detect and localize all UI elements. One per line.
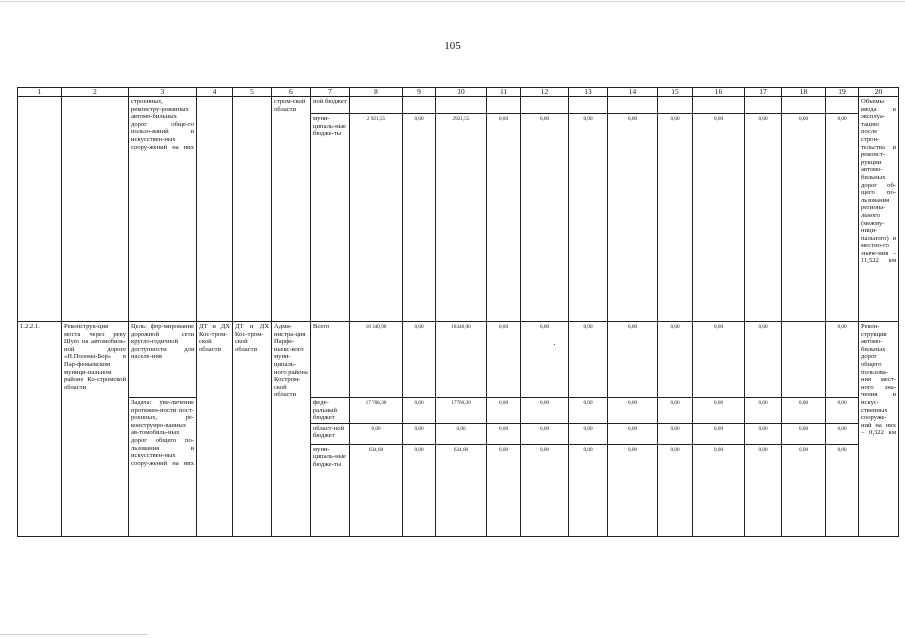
value-cell: 0,00 — [608, 114, 658, 322]
item-name: Реконструк-ция моста через реку Шую на автомобиль-ной дороге «Н.Полома-Бор» в Пар-феньевском муници-пальном районе Ко-стромской области — [62, 322, 129, 537]
scan-speck — [554, 344, 555, 345]
value-cell: 0,00 — [782, 114, 826, 322]
value-cell: 0,00 — [745, 398, 782, 424]
value-cell: 0,00 — [569, 444, 608, 536]
col-number: 13 — [569, 88, 608, 97]
value-cell: 0,00 — [521, 114, 569, 322]
cont-cell-5 — [233, 97, 272, 322]
budget-label: Всего — [311, 322, 350, 398]
cont-cell-1 — [18, 97, 62, 322]
value-cell: 0,00 — [745, 423, 782, 444]
col-number: 16 — [693, 88, 745, 97]
value-cell: 0,00 — [826, 444, 859, 536]
value-cell: 0,00 — [569, 114, 608, 322]
empty-cell — [521, 97, 569, 114]
value-cell: 0,00 — [658, 423, 693, 444]
value-cell: 0,00 — [436, 423, 487, 444]
value-cell: 0,00 — [487, 423, 521, 444]
col-number: 15 — [658, 88, 693, 97]
empty-cell — [350, 97, 403, 114]
continuation-row-top — [18, 97, 899, 114]
empty-cell — [608, 97, 658, 114]
value-cell: 2 921,55 — [350, 114, 403, 322]
value-cell: 0,00 — [693, 444, 745, 536]
value-cell: 0,00 — [693, 423, 745, 444]
col-number: 7 — [311, 88, 350, 97]
value-cell: 0,00 — [487, 114, 521, 322]
item-coordinator: ДТ и ДХ Кос-тром-ской области — [233, 322, 272, 537]
value-cell: 0,00 — [658, 444, 693, 536]
value-cell: 0,00 — [608, 322, 658, 398]
col-number: 6 — [272, 88, 311, 97]
value-cell: 2921,55 — [436, 114, 487, 322]
value-cell: 0,00 — [826, 114, 859, 322]
value-cell: 0,00 — [782, 423, 826, 444]
value-cell: 0,00 — [521, 444, 569, 536]
col-number: 19 — [826, 88, 859, 97]
value-cell: 0,00 — [487, 322, 521, 398]
page-number: 105 — [444, 40, 461, 52]
value-cell — [782, 322, 826, 398]
value-cell: 0,00 — [487, 444, 521, 536]
value-cell: 0,00 — [782, 444, 826, 536]
value-cell: 0,00 — [658, 398, 693, 424]
value-cell: 0,00 — [608, 423, 658, 444]
item-executor: Адми-нистра-ция Парфе-ньевс-кого муни-ципаль-ного района Костром-ской области — [272, 322, 311, 537]
value-cell: 0,00 — [403, 444, 436, 536]
value-cell: 18340,90 — [436, 322, 487, 398]
value-cell: 0,00 — [403, 322, 436, 398]
value-cell: 0,00 — [745, 114, 782, 322]
col-number: 12 — [521, 88, 569, 97]
col-number: 14 — [608, 88, 658, 97]
value-cell: 634,60 — [436, 444, 487, 536]
cont-budget-top: ной бюджет — [311, 97, 350, 114]
cont-result-text: Объемы ввода в эксплуа-тацию после строи-тельства и реконст-рукции автомо-бильных дорог об-щего по-льзования регионa-льного (межму-ници-пального) и местно-го значе-ния – 11,522 км — [859, 97, 899, 322]
cont-object-text: строенных, реконстру-рованных автомо-бильных дорог обще-го пользо-ваний и искусствен-ных соору-жений на них — [129, 97, 197, 322]
budget-table — [17, 87, 899, 537]
value-cell: 0,00 — [403, 423, 436, 444]
value-cell: 0,00 — [745, 322, 782, 398]
value-cell: 0,00 — [521, 423, 569, 444]
col-number: 4 — [197, 88, 233, 97]
value-cell: 0,00 — [608, 444, 658, 536]
item-goal: Цель: фор-мирование дорожной сети кругло-годичной доступности для населе-ния — [129, 322, 197, 398]
col-number: 20 — [859, 88, 899, 97]
value-cell: 634,60 — [350, 444, 403, 536]
col-number: 9 — [403, 88, 436, 97]
cont-executor-text: стром-ской области — [272, 97, 311, 322]
top-rule — [0, 1, 905, 2]
value-cell: 0,00 — [826, 322, 859, 398]
value-cell: 17 706,30 — [350, 398, 403, 424]
value-cell: 0,00 — [782, 398, 826, 424]
col-number: 10 — [436, 88, 487, 97]
value-cell: 0,00 — [403, 114, 436, 322]
empty-cell — [826, 97, 859, 114]
value-cell: 18 340,90 — [350, 322, 403, 398]
budget-label: феде-ральный бюджет — [311, 398, 350, 424]
value-cell: 0,00 — [487, 398, 521, 424]
col-number: 11 — [487, 88, 521, 97]
cont-cell-2 — [62, 97, 129, 322]
item-task: Задача: уве-личение протяжен-ности пост-роенных, ре-конструиро-ванных ав-томобиль-ных дорог общего по-льзования и искусствен-ных соору-жений на них — [129, 398, 197, 537]
empty-cell — [782, 97, 826, 114]
col-number: 18 — [782, 88, 826, 97]
empty-cell — [745, 97, 782, 114]
item-row-total — [18, 322, 899, 398]
value-cell: 0,00 — [693, 398, 745, 424]
value-cell: 0,00 — [745, 444, 782, 536]
value-cell: 0,00 — [569, 322, 608, 398]
empty-cell — [403, 97, 436, 114]
empty-cell — [436, 97, 487, 114]
col-number: 8 — [350, 88, 403, 97]
item-customer: ДТ и ДХ Кос-тром-ской области — [197, 322, 233, 537]
value-cell: 0,00 — [693, 322, 745, 398]
empty-cell — [658, 97, 693, 114]
value-cell: 0,00 — [826, 423, 859, 444]
value-cell: 0,00 — [350, 423, 403, 444]
value-cell: 17706,30 — [436, 398, 487, 424]
value-cell: 0,00 — [826, 398, 859, 424]
value-cell: 0,00 — [521, 398, 569, 424]
budget-label: муни-ципаль-ные бюдже-ты — [311, 444, 350, 536]
column-number-row — [18, 88, 899, 97]
empty-cell — [569, 97, 608, 114]
col-number: 5 — [233, 88, 272, 97]
value-cell: 0,00 — [658, 322, 693, 398]
value-cell: 0,00 — [569, 423, 608, 444]
item-result: Рекон-струкция автомо-бильных дорог общего пользова-ния мест-ного зна-чения и искус-ственных сооруже-ний на них – 0,322 км — [859, 322, 899, 537]
col-number: 1 — [18, 88, 62, 97]
value-cell: 0,00 — [521, 322, 569, 398]
value-cell: 0,00 — [693, 114, 745, 322]
bottom-rule — [0, 634, 148, 635]
cont-budget-municipal: муни-ципаль-ные бюдже-ты — [311, 114, 350, 322]
empty-cell — [693, 97, 745, 114]
cont-cell-4 — [197, 97, 233, 322]
value-cell: 0,00 — [403, 398, 436, 424]
budget-label: област-ной бюджет — [311, 423, 350, 444]
empty-cell — [487, 97, 521, 114]
col-number: 3 — [129, 88, 197, 97]
value-cell: 0,00 — [658, 114, 693, 322]
item-row-federal — [18, 398, 899, 424]
col-number: 17 — [745, 88, 782, 97]
value-cell: 0,00 — [569, 398, 608, 424]
col-number: 2 — [62, 88, 129, 97]
value-cell: 0,00 — [608, 398, 658, 424]
item-number: 1.2.2.1. — [18, 322, 62, 537]
